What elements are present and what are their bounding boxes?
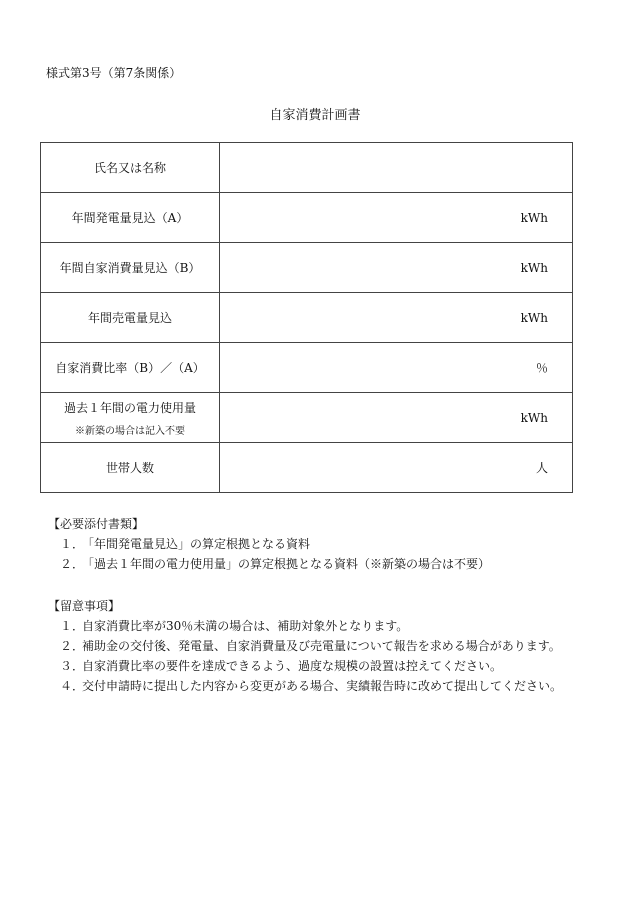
- annual-sold-power-input-cell[interactable]: [220, 293, 573, 343]
- item-number: １．: [60, 619, 85, 633]
- row-unit: 人: [535, 461, 548, 475]
- notes-section: [48, 596, 562, 696]
- list-item: [48, 636, 562, 656]
- row-note: ※新築の場合は記入不要: [75, 425, 185, 437]
- document-title: 自家消費計画書: [269, 108, 361, 123]
- row-label-cell: [41, 243, 220, 293]
- row-unit: kWh: [520, 210, 548, 225]
- list-item: [48, 534, 490, 554]
- table-row-household-size: [41, 443, 573, 493]
- row-unit: ％: [535, 361, 548, 375]
- list-item: [48, 656, 562, 676]
- item-number: ３．: [60, 659, 85, 673]
- table-row-past-year-usage: [41, 393, 573, 443]
- row-label: 過去１年間の電力使用量: [63, 400, 196, 415]
- list-item: [48, 616, 562, 636]
- item-number: ２．: [60, 557, 85, 571]
- item-text: 「過去１年間の電力使用量」の算定根拠となる資料（※新築の場合は不要）: [82, 557, 491, 571]
- row-label-cell: [41, 143, 220, 193]
- consumption-plan-table: [40, 142, 573, 493]
- row-label: 自家消費比率（B）／（A）: [55, 361, 205, 375]
- item-text: 交付申請時に提出した内容から変更がある場合、実績報告時に改めて提出してください。: [82, 679, 563, 693]
- table-row-annual-self-consumption: [41, 243, 573, 293]
- row-label: 世帯人数: [105, 461, 154, 475]
- row-label: 氏名又は名称: [93, 161, 166, 175]
- table-row-self-consumption-ratio: [41, 343, 573, 393]
- row-label-cell: [41, 393, 220, 443]
- self-consumption-ratio-input-cell[interactable]: [220, 343, 573, 393]
- row-unit: kWh: [520, 410, 548, 425]
- row-label: 年間売電量見込: [87, 311, 172, 325]
- row-label-cell: [41, 293, 220, 343]
- section-heading: 【留意事項】: [48, 599, 121, 613]
- item-number: ４．: [60, 679, 85, 693]
- required-documents-section: [48, 514, 490, 574]
- row-label-cell: [41, 193, 220, 243]
- table-row-annual-sold-power: [41, 293, 573, 343]
- row-unit: kWh: [520, 260, 548, 275]
- row-label: 年間発電量見込（A）: [71, 211, 189, 225]
- section-heading: 【必要添付書類】: [48, 517, 145, 531]
- item-text: 「年間発電量見込」の算定根拠となる資料: [82, 537, 311, 551]
- table-row-name: [41, 143, 573, 193]
- annual-self-consumption-input-cell[interactable]: [220, 243, 573, 293]
- item-text: 補助金の交付後、発電量、自家消費量及び売電量について報告を求める場合があります。: [82, 639, 561, 653]
- name-input-cell[interactable]: [220, 143, 573, 193]
- item-number: ２．: [60, 639, 85, 653]
- list-item: [48, 554, 490, 574]
- annual-generation-input-cell[interactable]: [220, 193, 573, 243]
- item-text: 自家消費比率の要件を達成できるよう、過度な規模の設置は控えてください。: [82, 659, 503, 673]
- list-item: [48, 676, 562, 696]
- table-row-annual-generation: [41, 193, 573, 243]
- past-year-usage-input-cell[interactable]: [220, 393, 573, 443]
- row-label-cell: [41, 343, 220, 393]
- row-label-cell: [41, 443, 220, 493]
- form-number: 様式第3号（第7条関係）: [46, 66, 182, 80]
- household-size-input-cell[interactable]: [220, 443, 573, 493]
- item-number: １．: [60, 537, 85, 551]
- row-label: 年間自家消費量見込（B）: [59, 261, 201, 275]
- item-text: 自家消費比率が30％未満の場合は、補助対象外となります。: [82, 619, 409, 633]
- row-unit: kWh: [520, 310, 548, 325]
